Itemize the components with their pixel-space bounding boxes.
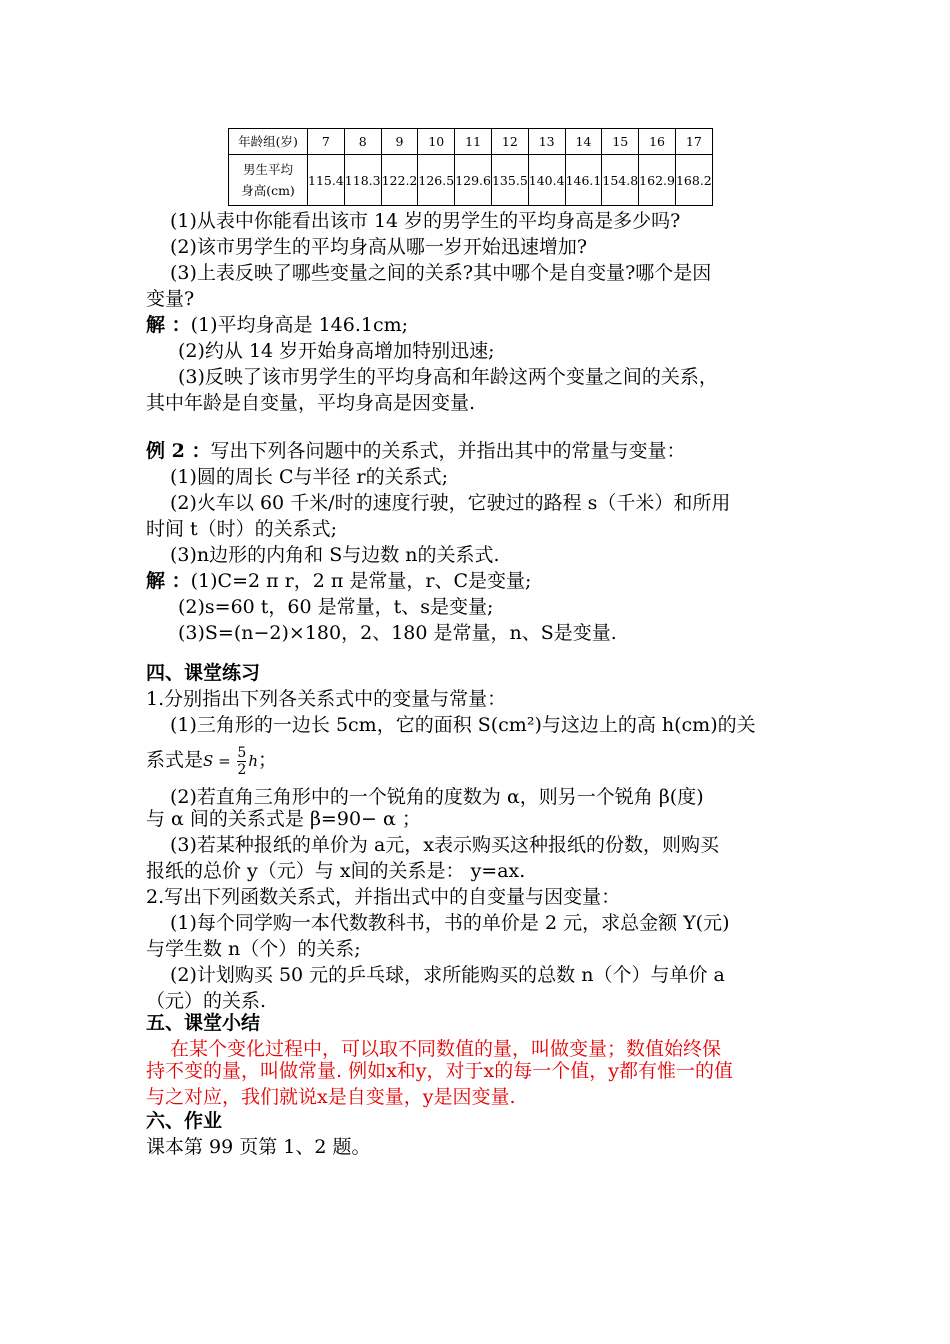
table-cell: 15 bbox=[602, 129, 639, 155]
summary-line-3: 与之对应，我们就说x是自变量，y是因变量. bbox=[146, 1086, 516, 1108]
example-2-text: 写出下列各问题中的关系式，并指出其中的常量与变量： bbox=[210, 440, 686, 462]
fraction-denominator: 2 bbox=[237, 761, 247, 778]
fraction-numerator: 5 bbox=[237, 744, 247, 761]
summary-line-1: 在某个变化过程中，可以取不同数值的量，叫做变量；数值始终保 bbox=[170, 1038, 722, 1060]
answer-1: (1)平均身高是 146.1cm; bbox=[190, 314, 409, 336]
question-3: (3)上表反映了哪些变量之间的关系?其中哪个是自变量?哪个是因 bbox=[170, 262, 712, 284]
answer-3-cont: 其中年龄是自变量，平均身高是因变量. bbox=[146, 392, 476, 414]
table-cell: 10 bbox=[418, 129, 455, 155]
variable-s: S bbox=[203, 752, 214, 770]
example-2-label: 例 2 ： bbox=[146, 440, 211, 462]
table-cell: 129.6 bbox=[455, 155, 492, 206]
exercise-2: 2.写出下列函数关系式，并指出式中的自变量与因变量： bbox=[146, 886, 621, 908]
ex2-question-3: (3)n边形的内角和 S与边数 n的关系式. bbox=[170, 544, 500, 566]
table-cell: 140.4 bbox=[528, 155, 565, 206]
label-line: 身高(cm) bbox=[241, 183, 295, 198]
fraction bbox=[237, 745, 246, 778]
answer-2: (2)约从 14 岁开始身高增加特别迅速; bbox=[178, 340, 495, 362]
exercise-2-2: (2)计划购买 50 元的乒乓球，求所能购买的总数 n（个）与单价 a bbox=[170, 964, 725, 986]
ex2-question-2: (2)火车以 60 千米/时的速度行驶，它驶过的路程 s（千米）和所用 bbox=[170, 492, 731, 514]
exercise-1-2: (2)若直角三角形中的一个锐角的度数为 α，则另一个锐角 β(度) bbox=[170, 786, 704, 808]
table-cell: 162.9 bbox=[639, 155, 676, 206]
text-fragment: ； bbox=[258, 749, 278, 771]
age-height-table bbox=[228, 128, 713, 206]
table-cell: 12 bbox=[491, 129, 528, 155]
table-cell: 146.1 bbox=[565, 155, 602, 206]
section-4-heading: 四、课堂练习 bbox=[146, 662, 261, 684]
table-cell: 14 bbox=[565, 129, 602, 155]
table-cell: 8 bbox=[344, 129, 381, 155]
table-cell: 115.4 bbox=[308, 155, 345, 206]
table-row-label bbox=[229, 155, 308, 206]
section-6-heading: 六、作业 bbox=[146, 1110, 223, 1132]
text-fragment: 系式是 bbox=[146, 749, 204, 771]
exercise-1-2-cont: 与 α 间的关系式是 β=90− α ； bbox=[146, 808, 421, 830]
table-cell: 154.8 bbox=[602, 155, 639, 206]
solution-label: 解 ： bbox=[146, 570, 191, 592]
exercise-1-1: (1)三角形的一边长 5cm，它的面积 S(cm²)与这边上的高 h(cm)的关 bbox=[170, 714, 756, 736]
question-3-cont: 变量? bbox=[146, 288, 195, 310]
table-cell: 135.5 bbox=[491, 155, 528, 206]
question-2: (2)该市男学生的平均身高从哪一岁开始迅速增加? bbox=[170, 236, 588, 258]
table-cell: 17 bbox=[675, 129, 712, 155]
table-row bbox=[229, 129, 713, 155]
exercise-2-1: (1)每个同学购一本代数教科书，书的单价是 2 元，求总金额 Y(元) bbox=[170, 912, 730, 934]
ex2-answer-3: (3)S=(n−2)×180，2、180 是常量，n、S是变量. bbox=[178, 622, 617, 644]
summary-line-2: 持不变的量，叫做常量. 例如x和y，对于x的每一个值，y都有惟一的值 bbox=[146, 1060, 733, 1082]
table-cell: 168.2 bbox=[675, 155, 712, 206]
equals-sign: = bbox=[213, 752, 236, 770]
table-cell: 7 bbox=[308, 129, 345, 155]
table-cell: 122.2 bbox=[381, 155, 418, 206]
table-row bbox=[229, 155, 713, 206]
ex2-answer-1: (1)C=2 π r，2 π 是常量，r、C是变量; bbox=[190, 570, 532, 592]
variable-h: h bbox=[248, 752, 258, 770]
question-1: (1)从表中你能看出该市 14 岁的男学生的平均身高是多少吗? bbox=[170, 210, 681, 232]
homework-text: 课本第 99 页第 1、2 题。 bbox=[146, 1136, 371, 1158]
ex2-answer-2: (2)s=60 t，60 是常量，t、s是变量; bbox=[178, 596, 494, 618]
ex2-solution-line bbox=[146, 568, 531, 594]
table-row-label: 年龄组(岁) bbox=[229, 129, 308, 155]
table-cell: 9 bbox=[381, 129, 418, 155]
exercise-2-2-cont: （元）的关系. bbox=[146, 990, 267, 1012]
exercise-1: 1.分别指出下列各关系式中的变量与常量： bbox=[146, 688, 507, 710]
exercise-2-1-cont: 与学生数 n（个）的关系; bbox=[146, 938, 361, 960]
ex2-question-2-cont: 时间 t（时）的关系式; bbox=[146, 518, 338, 540]
table-cell: 11 bbox=[455, 129, 492, 155]
table-cell: 118.3 bbox=[344, 155, 381, 206]
exercise-1-3-cont: 报纸的总价 y（元）与 x间的关系是： y=ax. bbox=[146, 860, 526, 882]
example-2-stem bbox=[146, 438, 685, 464]
solution-label: 解 ： bbox=[146, 314, 191, 336]
ex2-question-1: (1)圆的周长 C与半径 r的关系式; bbox=[170, 466, 449, 488]
answer-3: (3)反映了该市男学生的平均身高和年龄这两个变量之间的关系， bbox=[178, 366, 718, 388]
solution-line bbox=[146, 312, 408, 338]
exercise-1-1-cont bbox=[146, 738, 277, 783]
label-line: 男生平均 bbox=[242, 162, 293, 177]
table-cell: 13 bbox=[528, 129, 565, 155]
section-5-heading: 五、课堂小结 bbox=[146, 1012, 261, 1034]
table-cell: 16 bbox=[639, 129, 676, 155]
exercise-1-3: (3)若某种报纸的单价为 a元，x表示购买这种报纸的份数，则购买 bbox=[170, 834, 719, 856]
table-cell: 126.5 bbox=[418, 155, 455, 206]
